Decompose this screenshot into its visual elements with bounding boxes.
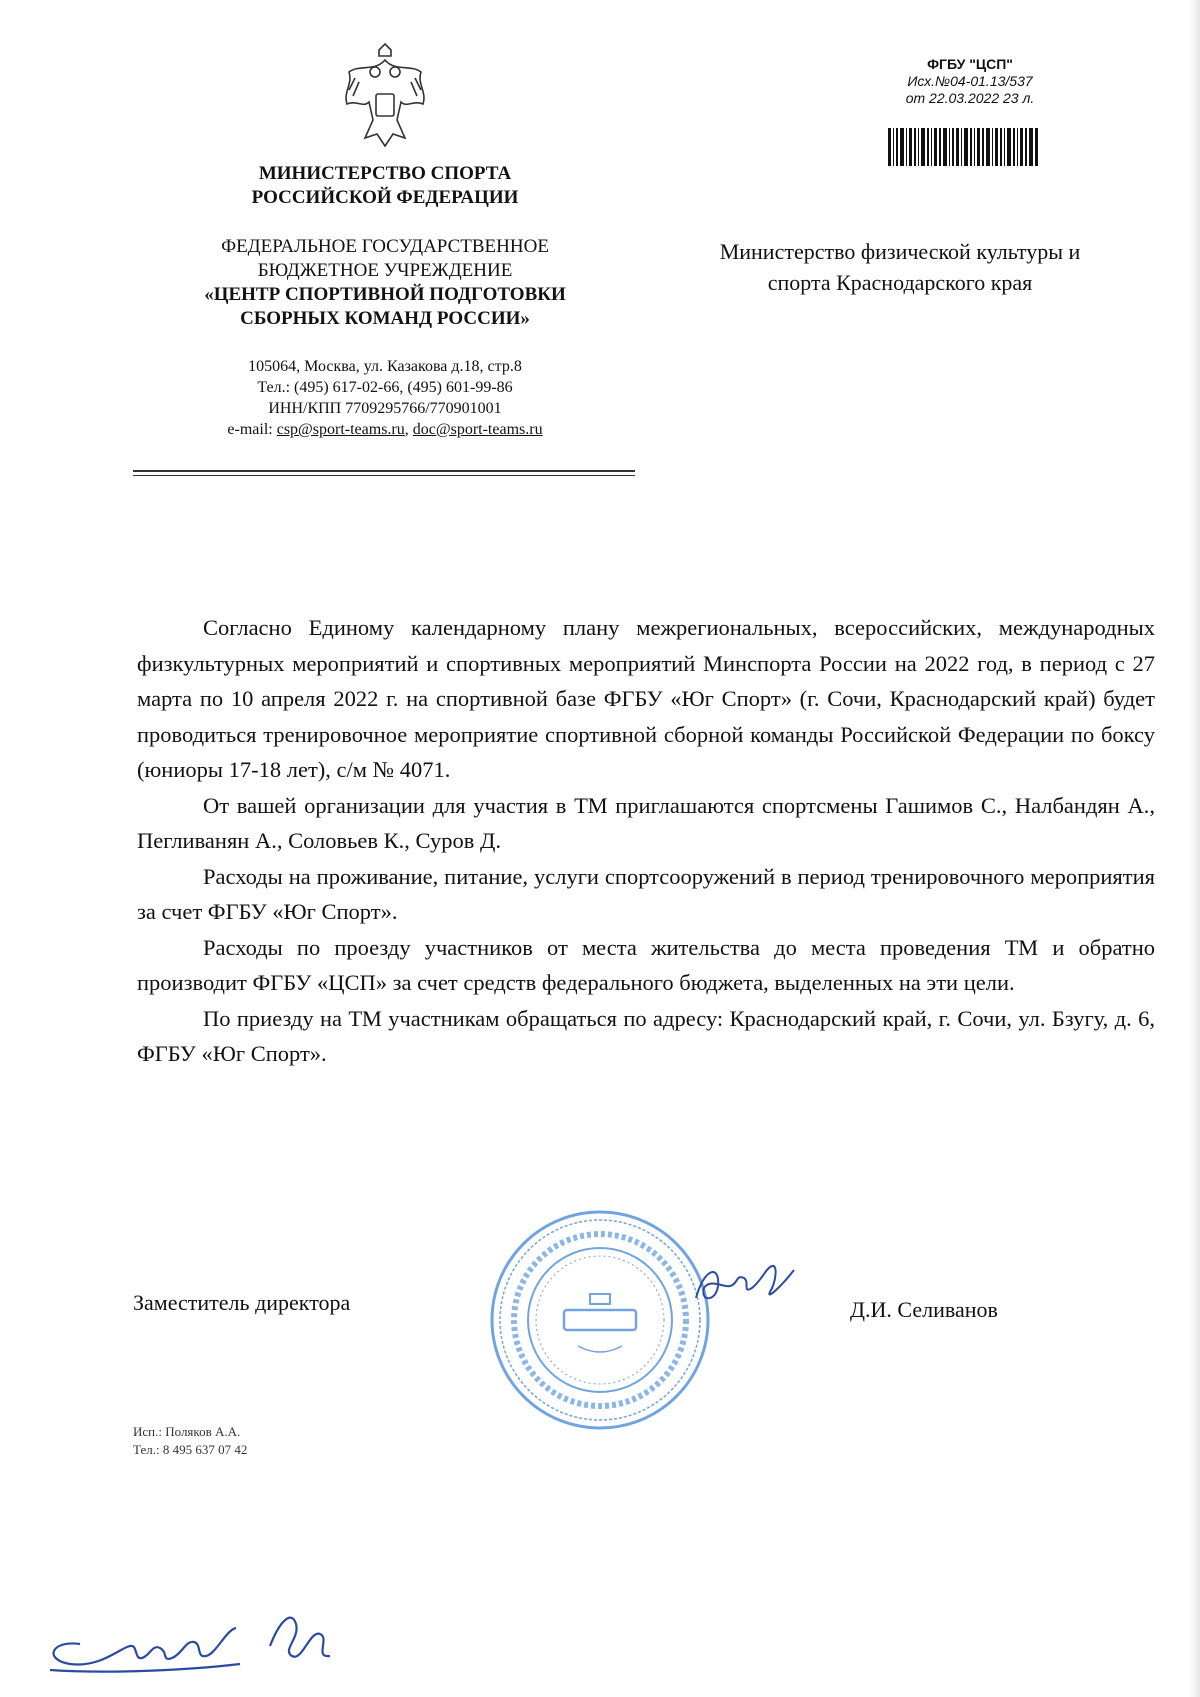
header-divider bbox=[133, 470, 635, 472]
scan-edge-shadow bbox=[1188, 0, 1200, 1697]
ministry-line2: РОССИЙСКОЙ ФЕДЕРАЦИИ bbox=[251, 187, 519, 208]
fgbu-line2: БЮДЖЕТНОЕ УЧРЕЖДЕНИЕ bbox=[257, 260, 513, 281]
handwritten-signature bbox=[690, 1258, 800, 1314]
paragraph-5: По приезду на ТМ участникам обращаться по адресу: Краснодарский край, г. Сочи, ул. Бзугу, д. 6, ФГБУ «Юг Спорт». bbox=[137, 1005, 1155, 1066]
paragraph-3: Расходы на проживание, питание, услуги спортсооружений в период тренировочного мероприятия за счет ФГБУ «Юг Спорт». bbox=[137, 863, 1155, 924]
outgoing-date: от 22.03.2022 23 л. bbox=[905, 90, 1035, 106]
executor-info bbox=[133, 1423, 247, 1459]
registration-org: ФГБУ "ЦСП" bbox=[927, 56, 1013, 72]
email-separator: , bbox=[404, 421, 409, 438]
email-link-csp[interactable]: csp@sport-teams.ru bbox=[276, 421, 405, 438]
email-link-doc[interactable]: doc@sport-teams.ru bbox=[412, 421, 543, 438]
fgbu-line1: ФЕДЕРАЛЬНОЕ ГОСУДАРСТВЕННОЕ bbox=[221, 236, 549, 257]
paragraph-1: Согласно Единому календарному плану межрегиональных, всероссийских, международных физкультурных мероприятий и спортивных мероприятий Минспорта России на 2022 год, в период с 27 марта по 10 апреля 2022 г. на спортивной базе ФГБУ «Юг Спорт» (г. Сочи, Краснодарский край) будет проводиться тренировочное мероприятие спортивной сборной команды Российской Федерации по боксу (юниоры 17-18 лет), с/м № 4071. bbox=[137, 615, 1155, 782]
center-name-line1: «ЦЕНТР СПОРТИВНОЙ ПОДГОТОВКИ bbox=[204, 284, 566, 305]
email-line bbox=[150, 419, 620, 440]
executor-name: Исп.: Поляков А.А. bbox=[133, 1424, 241, 1439]
outgoing-number: Исх.№04-01.13/537 bbox=[907, 73, 1033, 89]
signer-position: Заместитель директора bbox=[133, 1290, 351, 1315]
executor-phone: Тел.: 8 495 637 07 42 bbox=[133, 1442, 248, 1457]
header-divider-thin bbox=[133, 475, 635, 476]
paragraph-2: От вашей организации для участия в ТМ приглашаются спортсмены Гашимов С., Налбандян А., Пегливанян А., Соловьев К., Суров Д. bbox=[137, 792, 1155, 853]
handwritten-annotation bbox=[30, 1590, 360, 1690]
recipient bbox=[660, 236, 1140, 298]
contact-block bbox=[150, 356, 620, 440]
recipient-line1: Министерство физической культуры и bbox=[719, 239, 1081, 264]
recipient-line2: спорта Краснодарского края bbox=[767, 270, 1033, 295]
email-label: e-mail: bbox=[227, 421, 273, 438]
letter-body bbox=[137, 610, 1155, 1072]
coat-of-arms-emblem bbox=[335, 42, 435, 152]
address: 105064, Москва, ул. Казакова д.18, стр.8 bbox=[248, 358, 522, 375]
inn-kpp: ИНН/КПП 7709295766/770901001 bbox=[268, 400, 502, 417]
ministry-line1: МИНИСТЕРСТВО СПОРТА bbox=[258, 163, 512, 184]
center-name-line2: СБОРНЫХ КОМАНД РОССИИ» bbox=[240, 308, 530, 329]
official-seal-stamp bbox=[486, 1206, 714, 1434]
paragraph-4: Расходы по проезду участников от места жительства до места проведения ТМ и обратно производит ФГБУ «ЦСП» за счет средств федерального бюджета, выделенных на эти цели. bbox=[137, 934, 1155, 995]
registration-stamp bbox=[870, 56, 1070, 107]
organization-name bbox=[150, 235, 620, 331]
signer-name: Д.И. Селиванов bbox=[850, 1297, 998, 1322]
phone: Тел.: (495) 617-02-66, (495) 601-99-86 bbox=[257, 379, 513, 396]
barcode bbox=[888, 128, 1038, 166]
ministry-name bbox=[150, 162, 620, 210]
